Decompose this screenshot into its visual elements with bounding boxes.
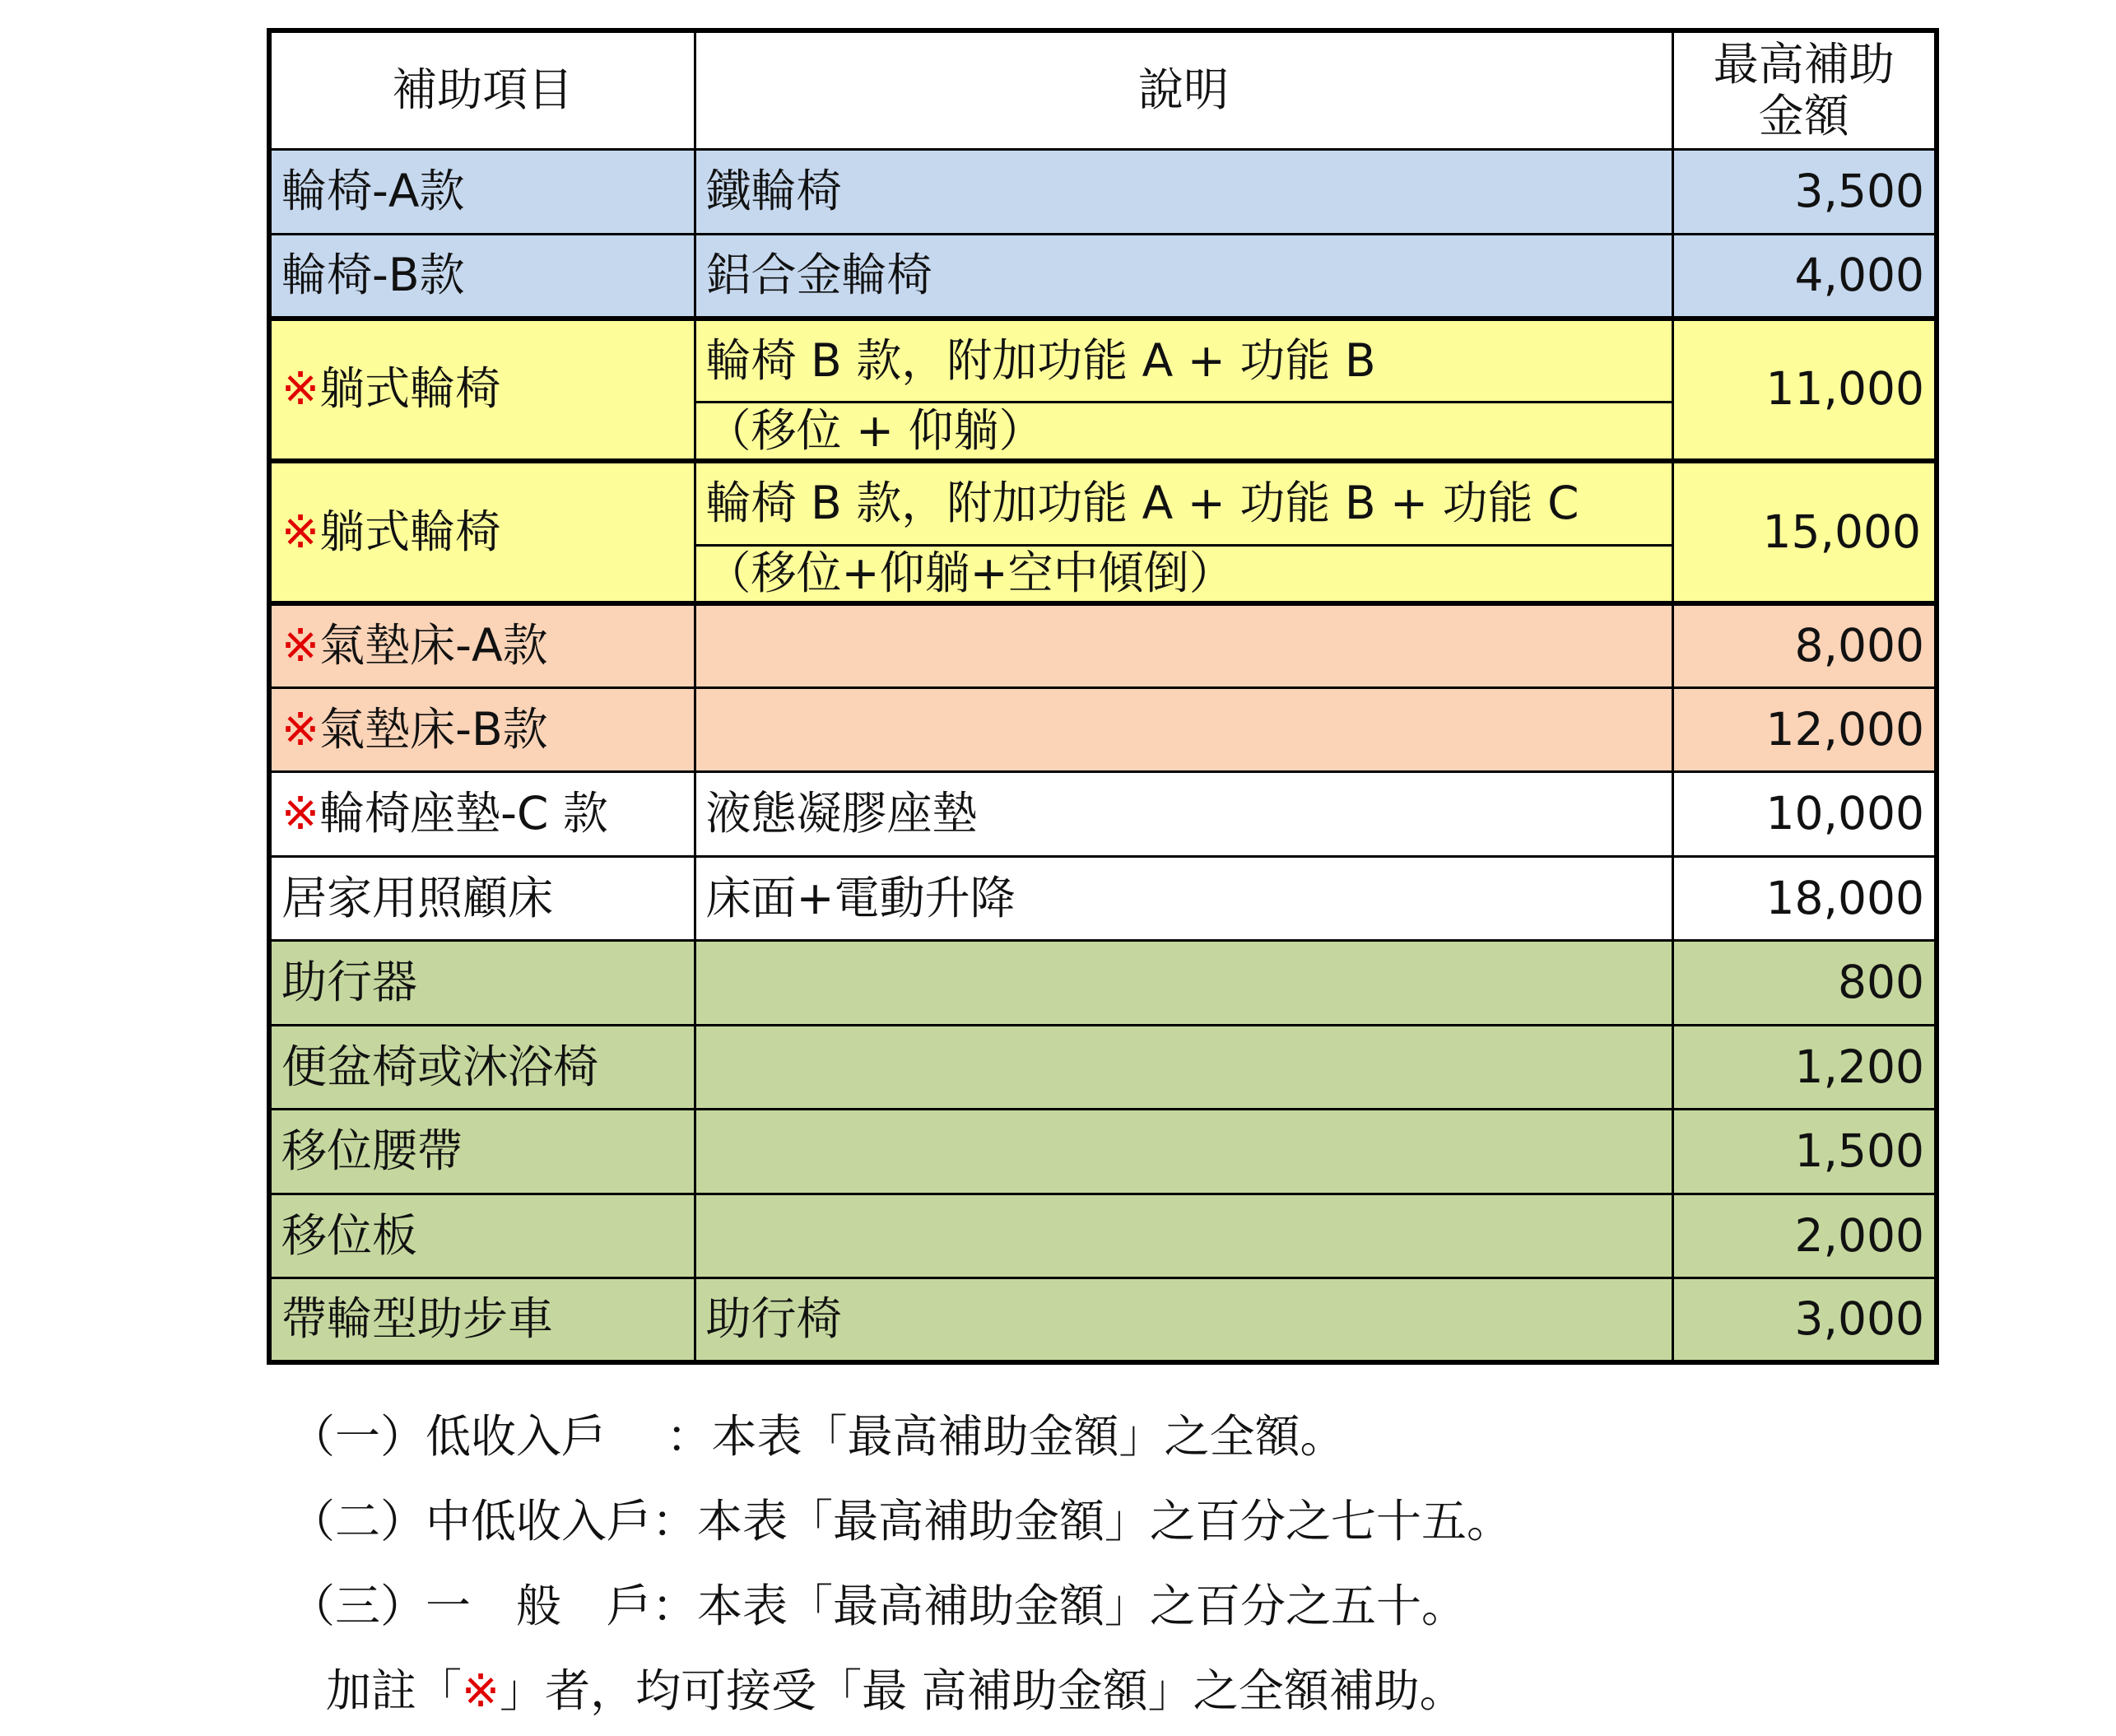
table-row (269, 1194, 1937, 1278)
header-amount-line2: 金額 (1758, 90, 1849, 143)
red-mark-icon: ※ (281, 703, 320, 756)
note-mark-suffix: 」者，均可接受「最 高補助金額」之全額補助。 (500, 1664, 1465, 1717)
item-cell (269, 234, 695, 318)
amount-cell: 18,000 (1672, 856, 1937, 940)
item-cell (269, 319, 695, 461)
amount-cell: 10,000 (1672, 772, 1937, 856)
item-name: 躺式輪椅 (319, 362, 501, 416)
item-name: 氣墊床-B款 (319, 703, 548, 756)
item-cell (269, 1025, 695, 1109)
item-cell (269, 461, 695, 603)
header-amount (1672, 30, 1937, 150)
amount-cell: 3,000 (1672, 1278, 1937, 1362)
amount-cell: 1,500 (1672, 1110, 1937, 1194)
red-mark-icon: ※ (462, 1664, 500, 1717)
item-cell (269, 603, 695, 687)
table-row (269, 687, 1937, 771)
description-cell (695, 1110, 1672, 1194)
description-cell: 鋁合金輪椅 (695, 234, 1672, 318)
header-item: 補助項目 (269, 30, 695, 150)
table-row (269, 150, 1937, 234)
description-cell: 液態凝膠座墊 (695, 772, 1672, 856)
note-general-household: （三）一 般 戶：本表「最高補助金額」之百分之五十。 (290, 1580, 1467, 1632)
table-row (269, 1110, 1937, 1194)
item-name: 助行器 (281, 956, 418, 1009)
amount-cell: 800 (1672, 941, 1937, 1025)
note-low-income: （一）低收入戶 ：本表「最高補助金額」之全額。 (290, 1410, 1346, 1463)
description-cell (695, 1025, 1672, 1109)
amount-cell: 1,200 (1672, 1025, 1937, 1109)
item-name: 輪椅-A款 (281, 165, 465, 218)
item-cell (269, 687, 695, 771)
item-name: 移位腰帶 (281, 1124, 463, 1178)
item-name: 居家用照顧床 (281, 871, 554, 924)
red-mark-icon: ※ (281, 362, 320, 416)
description-cell (695, 603, 1672, 687)
table-row (269, 234, 1937, 318)
table-row (269, 1025, 1937, 1109)
item-cell (269, 941, 695, 1025)
item-cell (269, 1194, 695, 1278)
table-row (269, 603, 1937, 687)
amount-cell: 11,000 (1672, 319, 1937, 461)
amount-cell: 15,000 (1672, 461, 1937, 603)
red-mark-icon: ※ (281, 787, 320, 840)
item-name: 躺式輪椅 (319, 505, 501, 558)
description-cell: 輪椅 B 款，附加功能 A + 功能 B (695, 319, 1672, 403)
description-cell (695, 1194, 1672, 1278)
item-name: 便盆椅或沐浴椅 (281, 1040, 599, 1093)
table-row (269, 461, 1937, 545)
description-subnote: （移位 + 仰躺） (695, 403, 1672, 461)
amount-cell: 3,500 (1672, 150, 1937, 234)
item-name: 移位板 (281, 1208, 418, 1262)
item-cell (269, 772, 695, 856)
note-mid-low-income: （二）中低收入戶：本表「最高補助金額」之百分之七十五。 (290, 1495, 1513, 1548)
table-row (269, 1278, 1937, 1362)
item-cell (269, 150, 695, 234)
red-mark-icon: ※ (281, 505, 320, 558)
description-cell: 鐵輪椅 (695, 150, 1672, 234)
red-mark-icon: ※ (281, 619, 320, 673)
note-mark-explanation (326, 1664, 1465, 1717)
header-amount-line1: 最高補助 (1713, 37, 1895, 91)
table-row (269, 941, 1937, 1025)
amount-cell: 8,000 (1672, 603, 1937, 687)
subsidy-table (267, 28, 1939, 1365)
description-cell (695, 687, 1672, 771)
description-cell (695, 941, 1672, 1025)
item-cell (269, 1110, 695, 1194)
table-row (269, 856, 1937, 940)
item-name: 輪椅座墊-C 款 (319, 787, 608, 840)
item-cell (269, 856, 695, 940)
item-name: 輪椅-B款 (281, 248, 465, 301)
header-description: 說明 (695, 30, 1672, 150)
amount-cell: 2,000 (1672, 1194, 1937, 1278)
item-name: 帶輪型助步車 (281, 1292, 554, 1346)
note-mark-prefix: 加註「 (326, 1664, 463, 1717)
item-name: 氣墊床-A款 (319, 619, 548, 673)
description-cell: 輪椅 B 款，附加功能 A + 功能 B + 功能 C (695, 461, 1672, 545)
amount-cell: 4,000 (1672, 234, 1937, 318)
table-row (269, 772, 1937, 856)
description-subnote: （移位+仰躺+空中傾倒） (695, 545, 1672, 603)
amount-cell: 12,000 (1672, 687, 1937, 771)
description-cell: 助行椅 (695, 1278, 1672, 1362)
description-cell: 床面+電動升降 (695, 856, 1672, 940)
table-row (269, 319, 1937, 403)
table-header-row (269, 30, 1937, 150)
item-cell (269, 1278, 695, 1362)
